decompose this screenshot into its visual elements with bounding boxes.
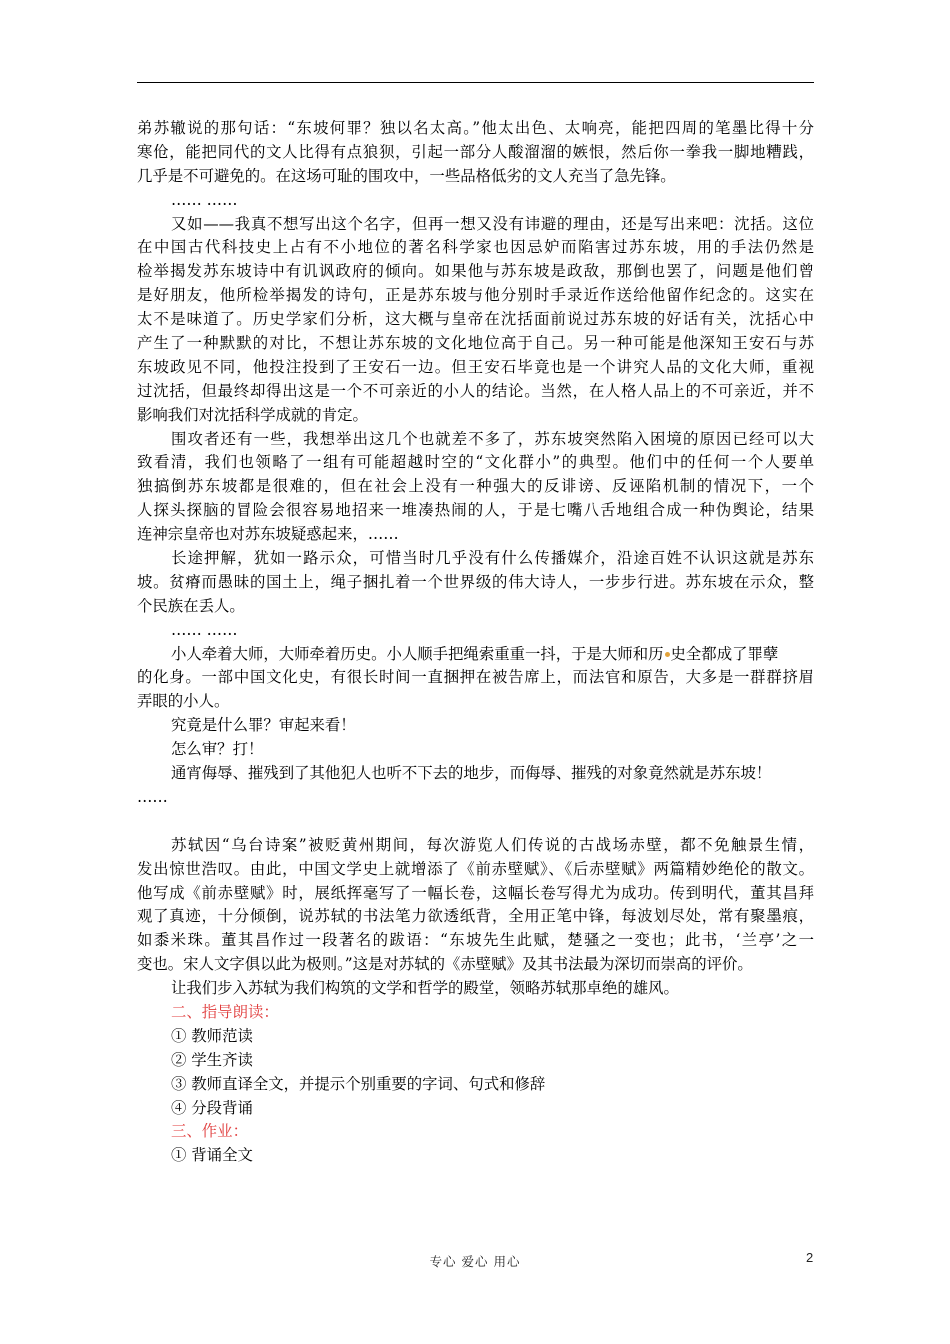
blank-line: [137, 810, 814, 834]
paragraph-line: 围攻者还有一些，我想举出这几个也就差不多了，苏东坡突然陷入困境的原因已经可以大: [171, 429, 814, 448]
page-number: 2: [806, 1250, 814, 1265]
paragraph-line: 检举揭发苏东坡诗中有讥讽政府的倾向。如果他与苏东坡是政敌，那倒也罢了，问题是他们曾: [137, 262, 814, 281]
paragraph-line: 究竟是什么罪？审起来看！: [171, 716, 356, 735]
ellipsis-separator: …… ……: [171, 620, 238, 639]
document-body: [137, 117, 814, 1168]
section-heading-homework: 三、作业：: [171, 1122, 248, 1141]
paragraph-line: 变也。宋人文字俱以此为极则。”这是对苏轼的《赤壁赋》及其书法最为深切而崇高的评价。: [137, 955, 753, 974]
stray-mark-dot: [665, 652, 670, 657]
paragraph-line: 寒伧，能把同代的文人比得有点狼狈，引起一部分人酸溜溜的嫉恨，然后你一拳我一脚地糟践，: [137, 142, 814, 161]
paragraph-line: [137, 643, 814, 667]
paragraph-line: 几乎是不可避免的。在这场可耻的围攻中，一些品格低劣的文人充当了急先锋。: [137, 166, 676, 185]
paragraph-line: 的化身。一部中国文化史，有很长时间一直捆押在被告席上，而法官和原告，大多是一群群挤眉: [137, 668, 814, 687]
list-item: ① 教师范读: [171, 1026, 253, 1045]
paragraph-line: 在中国古代科技史上占有不小地位的著名科学家也因忌妒而陷害过苏东坡，用的手法仍然是: [137, 238, 814, 257]
list-item: ④ 分段背诵: [171, 1098, 253, 1117]
paragraph-line: 是好朋友，他所检举揭发的诗句，正是苏东坡与他分别时手录近作送给他留作纪念的。这实在: [137, 286, 814, 305]
paragraph-line: 个民族在丢人。: [137, 596, 245, 615]
paragraph-line: 如黍米珠。董其昌作过一段著名的跋语：“东坡先生此赋，楚骚之一变也；此书，‘兰亭’之一: [137, 931, 814, 950]
section-heading-reading: 二、指导朗读：: [171, 1002, 279, 1021]
paragraph-line: 坡。贫瘠而愚昧的国土上，绳子捆扎着一个世界级的伟大诗人，一步步行进。苏东坡在示众，整: [137, 572, 814, 591]
paragraph-line: 致看清，我们也领略了一组有可能超越时空的“文化群小”的典型。他们中的任何一个人要单: [137, 453, 814, 472]
line-part: 小人牵着大师，大师牵着历史。小人顺手把绳索重重一抖，于是大师和历: [171, 644, 664, 663]
ellipsis-separator: …… ……: [171, 190, 238, 209]
list-item: ② 学生齐读: [171, 1050, 253, 1069]
paragraph-line: 连神宗皇帝也对苏东坡疑惑起来，……: [137, 525, 399, 544]
paragraph-line: 观了真迹，十分倾倒，说苏轼的书法笔力欲透纸背，全用正笔中锋，每波划尽处，常有聚墨痕，: [137, 907, 814, 926]
list-item: ③ 教师直译全文，并提示个别重要的字词、句式和修辞: [171, 1074, 546, 1093]
ellipsis-separator: ……: [137, 787, 168, 806]
paragraph-line: 弄眼的小人。: [137, 692, 230, 711]
line-part: 史全都成了罪孽: [670, 644, 779, 663]
paragraph-line: 过沈括，但最终却得出这是一个不可亲近的小人的结论。当然，在人格人品上的不可亲近，并不: [137, 381, 814, 400]
paragraph-line: 产生了一种默默的对比，不想让苏东坡的文化地位高于自己。另一种可能是他深知王安石与苏: [137, 334, 814, 353]
paragraph-line: 东坡政见不同，他投注投到了王安石一边。但王安石毕竟也是一个讲究人品的文化大师，重视: [137, 357, 814, 376]
paragraph-line: 人探头探脑的冒险会很容易地招来一堆凑热闹的人，于是七嘴八舌地组合成一种伪舆论，结果: [137, 501, 814, 520]
footer-motto: 专心 爱心 用心: [429, 1254, 521, 1269]
paragraph-line: 独搞倒苏东坡都是很难的，但在社会上没有一种强大的反诽谤、反诬陷机制的情况下，一个: [137, 477, 814, 496]
header-rule: [137, 82, 814, 83]
paragraph-line: 通宵侮辱、摧残到了其他犯人也听不下去的地步，而侮辱、摧残的对象竟然就是苏东坡！: [171, 764, 772, 783]
paragraph-line: 弟苏辙说的那句话：“东坡何罪？独以名太高。”他太出色、太响亮，能把四周的笔墨比得十分: [137, 119, 814, 137]
paragraph-line: 太不是味道了。历史学家们分析，这大概与皇帝在沈括面前说过苏东坡的好话有关，沈括心中: [137, 310, 814, 329]
paragraph-line: 影响我们对沈括科学成就的肯定。: [137, 405, 368, 424]
paragraph-line: 发出惊世浩叹。由此，中国文学史上就增添了《前赤壁赋》、《后赤壁赋》两篇精妙绝伦的散文。: [137, 859, 814, 878]
paragraph-line: 让我们步入苏轼为我们构筑的文学和哲学的殿堂，领略苏轼那卓绝的雄风。: [171, 979, 679, 998]
list-item: ① 背诵全文: [171, 1146, 253, 1165]
paragraph-line: 怎么审？打！: [171, 740, 264, 759]
paragraph-line: 他写成《前赤壁赋》时，展纸挥毫写了一幅长卷，这幅长卷写得尤为成功。传到明代，董其昌拜: [137, 883, 814, 902]
paragraph-line: 苏轼因“乌台诗案”被贬黄州期间，每次游览人们传说的古战场赤壁，都不免触景生情，: [171, 835, 814, 854]
paragraph-line: 长途押解，犹如一路示众，可惜当时几乎没有什么传播媒介，沿途百姓不认识这就是苏东: [171, 549, 814, 568]
paragraph-line: 又如——我真不想写出这个名字，但再一想又没有讳避的理由，还是写出来吧：沈括。这位: [171, 214, 814, 233]
